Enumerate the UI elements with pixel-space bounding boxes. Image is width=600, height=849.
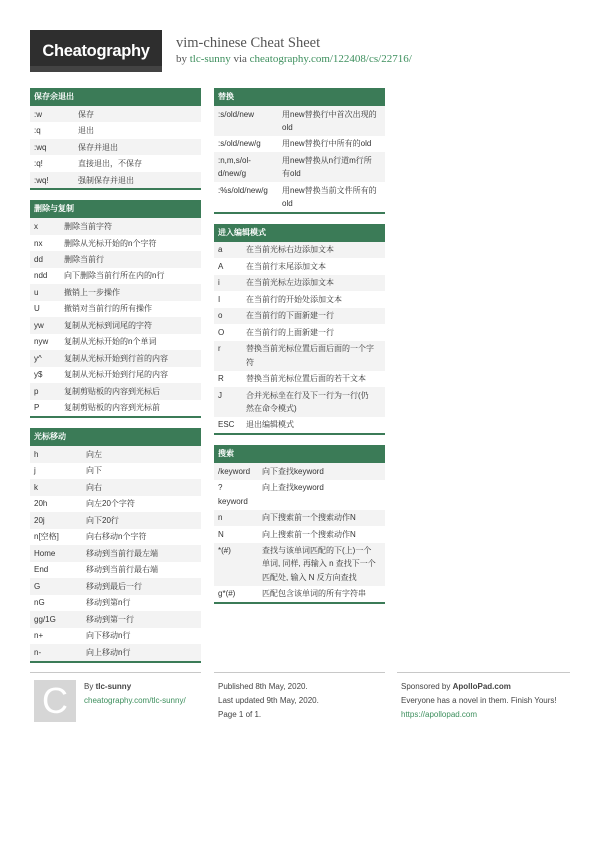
command-key: h (34, 449, 39, 459)
table-row (214, 152, 385, 182)
middle-column (214, 88, 385, 614)
table-row (30, 383, 201, 399)
command-key: G (34, 581, 41, 591)
command-key: N (218, 529, 224, 539)
table-row (30, 106, 201, 122)
table-row (214, 371, 385, 387)
sponsor-url-link[interactable]: https://apollopad.com (401, 710, 478, 719)
table-row (30, 628, 201, 644)
command-key: Home (34, 548, 56, 558)
command-description: 退出编辑模式 (246, 420, 294, 430)
table-row (214, 242, 385, 258)
table-row (214, 136, 385, 152)
command-description: 用new替换行中首次出现的old (282, 109, 377, 132)
command-key: :q (34, 126, 41, 136)
command-key: j (34, 466, 36, 476)
command-description: 在当前光标左边添加文本 (246, 278, 334, 288)
command-description: 保存 (78, 109, 94, 119)
command-key: I (218, 294, 221, 304)
command-key: nyw (34, 337, 49, 347)
table-row (30, 122, 201, 138)
command-description: 移动到最后一行 (86, 581, 142, 591)
command-key: ? keyword (218, 483, 248, 506)
command-description: 移动到当前行最右端 (86, 565, 158, 575)
table-row (30, 578, 201, 594)
command-key: :w (34, 109, 42, 119)
command-description: 在当前行的开始处添加文本 (246, 294, 342, 304)
section-rows (30, 218, 201, 416)
footer-dates (214, 672, 385, 737)
updated-date: Last updated 9th May, 2020. (218, 696, 319, 705)
command-key: R (218, 374, 224, 384)
command-description: 移动到第一行 (86, 614, 134, 624)
command-description: 移动到当前行最左端 (86, 548, 158, 558)
command-description: 直接退出，不保存 (78, 159, 142, 169)
author-line (84, 680, 186, 694)
sponsor-info (401, 680, 569, 722)
table-row (30, 235, 201, 251)
command-key: u (34, 287, 39, 297)
footer-author (30, 672, 201, 737)
command-description: 删除当前行 (64, 254, 104, 264)
byline (176, 53, 412, 65)
insert-mode-section (214, 224, 385, 435)
command-description: 查找与该单词匹配的下(上)一个单词, 同样, 再输入 n 查找下一个匹配处, 输入 N 反方向查找 (262, 546, 376, 582)
command-description: 向下搜索前一个搜索动作N (262, 513, 356, 523)
sponsor-text: Everyone has a novel in them. Finish Yours! (401, 696, 557, 705)
table-row (214, 543, 385, 586)
table-row (30, 139, 201, 155)
command-key: :s/old/new/g (218, 139, 261, 149)
command-description: 匹配包含该单词的所有字符串 (262, 589, 366, 599)
section-title: 搜索 (214, 445, 385, 463)
command-description: 向下移动n行 (86, 631, 131, 641)
command-key: k (34, 482, 38, 492)
table-row (214, 324, 385, 340)
command-description: 替换当前光标位置后面的若干文本 (246, 374, 366, 384)
via-label: via (233, 53, 247, 65)
command-description: 向上移动n行 (86, 647, 131, 657)
command-key: n[空格] (34, 532, 59, 542)
table-row (30, 367, 201, 383)
table-row (30, 155, 201, 171)
command-key: 20h (34, 499, 48, 509)
command-description: 向右 (86, 482, 102, 492)
section-rows (30, 106, 201, 188)
left-column (30, 88, 201, 673)
author-profile-link[interactable]: cheatography.com/tlc-sunny/ (84, 696, 186, 705)
section-title: 保存余退出 (30, 88, 201, 106)
table-row (30, 644, 201, 660)
sponsor-name: ApolloPad.com (452, 682, 511, 691)
command-description: 向上查找keyword (262, 483, 324, 493)
cheatography-logo[interactable] (30, 30, 162, 72)
author-name: tlc-sunny (95, 682, 132, 691)
table-row (214, 106, 385, 136)
command-key: :s/old/new (218, 109, 255, 119)
command-description: 在当前行的下面新建一行 (246, 311, 334, 321)
command-key: P (34, 403, 40, 413)
logo-text: Cheatography (42, 42, 150, 60)
command-description: 移动到第n行 (86, 598, 131, 608)
command-description: 复制从光标开始的n个单词 (64, 337, 157, 347)
sheet-url-link[interactable]: cheatography.com/122408/cs/22716/ (249, 53, 412, 65)
command-description: 保存并退出 (78, 142, 118, 152)
command-key: gg/1G (34, 614, 56, 624)
command-key: nG (34, 598, 45, 608)
table-row (30, 611, 201, 627)
command-key: :wq! (34, 175, 49, 185)
command-key: A (218, 261, 224, 271)
by-label: By (84, 682, 94, 691)
command-key: 20j (34, 515, 45, 525)
command-key: n+ (34, 631, 44, 641)
command-description: 向下20行 (86, 515, 119, 525)
page-count: Page 1 of 1. (218, 710, 262, 719)
command-description: 删除当前字符 (64, 222, 112, 232)
command-description: 撤销上一步操作 (64, 287, 120, 297)
command-description: 复制从光标到词尾的字符 (64, 320, 152, 330)
table-row (30, 595, 201, 611)
table-row (30, 562, 201, 578)
table-row (214, 275, 385, 291)
command-key: n (218, 513, 223, 523)
table-row (30, 446, 201, 462)
table-row (30, 512, 201, 528)
command-description: 退出 (78, 126, 94, 136)
command-description: 向下删除当前行所在内的n行 (64, 271, 165, 281)
table-row (30, 317, 201, 333)
command-key: y$ (34, 370, 43, 380)
command-key: :q! (34, 159, 43, 169)
section-title: 光标移动 (30, 428, 201, 446)
table-row (30, 529, 201, 545)
table-row (214, 510, 385, 526)
command-description: 向下查找keyword (262, 466, 324, 476)
command-description: 用new替换当前文件所有的old (282, 185, 377, 208)
section-title: 删除与复制 (30, 200, 201, 218)
table-row (30, 172, 201, 188)
sponsor-label: Sponsored by (401, 682, 451, 691)
table-row (214, 480, 385, 510)
table-row (214, 586, 385, 602)
command-key: /keyword (218, 466, 251, 476)
command-key: dd (34, 254, 43, 264)
command-key: o (218, 311, 223, 321)
command-key: nx (34, 238, 43, 248)
author-info (84, 680, 186, 708)
command-description: 复制剪贴板的内容到光标前 (64, 403, 160, 413)
table-row (30, 463, 201, 479)
author-link[interactable]: tlc-sunny (189, 53, 231, 65)
command-description: 向左20个字符 (86, 499, 135, 509)
command-description: 删除从光标开始的n个字符 (64, 238, 157, 248)
command-key: J (218, 390, 222, 400)
command-key: *(#) (218, 546, 231, 556)
table-row (30, 545, 201, 561)
command-description: 复制从光标开始到行首的内容 (64, 353, 168, 363)
command-key: y^ (34, 353, 42, 363)
table-row (214, 463, 385, 479)
table-row (30, 334, 201, 350)
search-section (214, 445, 385, 604)
command-description: 在当前光标右边添加文本 (246, 245, 334, 255)
section-rows (30, 446, 201, 660)
table-row (214, 182, 385, 212)
command-description: 合并光标坐在行及下一行为一行(仍然在命令模式) (246, 390, 369, 413)
command-key: n- (34, 647, 42, 657)
table-row (214, 308, 385, 324)
command-key: i (218, 278, 220, 288)
section-rows (214, 463, 385, 602)
command-key: :%s/old/new/g (218, 185, 268, 195)
command-description: 强制保存并退出 (78, 175, 134, 185)
footer-sponsor (397, 672, 570, 737)
command-key: :n,m,s/ol- d/new/g (218, 155, 251, 179)
command-key: x (34, 222, 38, 232)
section-title: 替换 (214, 88, 385, 106)
command-key: O (218, 327, 225, 337)
page-title: vim-chinese Cheat Sheet (176, 35, 321, 51)
command-description: 用new替换行中所有的old (282, 139, 372, 149)
table-row (30, 218, 201, 234)
command-key: U (34, 304, 40, 314)
command-description: 复制剪贴板的内容到光标后 (64, 386, 160, 396)
command-description: 替换当前光标位置后面后面的一个字符 (246, 344, 374, 367)
command-description: 撤销对当前行的所有操作 (64, 304, 152, 314)
section-rows (214, 242, 385, 433)
section-rows (214, 106, 385, 212)
command-key: ESC (218, 420, 235, 430)
command-key: g*(#) (218, 589, 236, 599)
table-row (214, 341, 385, 371)
table-row (30, 350, 201, 366)
command-description: 在当前行的上面新建一行 (246, 327, 334, 337)
command-key: ndd (34, 271, 48, 281)
table-row (214, 526, 385, 542)
command-key: a (218, 245, 223, 255)
section-title: 进入编辑模式 (214, 224, 385, 242)
table-row (30, 400, 201, 416)
cursor-move-section (30, 428, 201, 662)
command-description: 向左 (86, 449, 102, 459)
command-description: 向上搜索前一个搜索动作N (262, 529, 356, 539)
table-row (30, 284, 201, 300)
published-date: Published 8th May, 2020. (218, 682, 308, 691)
command-key: End (34, 565, 49, 575)
replace-section (214, 88, 385, 214)
table-row (214, 387, 385, 417)
table-row (30, 251, 201, 267)
delete-copy-section (30, 200, 201, 418)
command-key: yw (34, 320, 44, 330)
command-key: r (218, 344, 221, 354)
table-row (30, 479, 201, 495)
sponsor-line (401, 680, 569, 694)
avatar: C (34, 680, 76, 722)
command-description: 向右移动n个字符 (86, 532, 147, 542)
table-row (214, 258, 385, 274)
table-row (30, 496, 201, 512)
command-description: 用new替换从n行道m行所有old (282, 155, 372, 179)
table-row (30, 301, 201, 317)
dates-info (218, 680, 319, 722)
command-key: :wq (34, 142, 47, 152)
table-row (214, 291, 385, 307)
by-label: by (176, 53, 187, 65)
save-quit-section (30, 88, 201, 190)
command-description: 在当前行末尾添加文本 (246, 261, 326, 271)
command-description: 复制从光标开始到行尾的内容 (64, 370, 168, 380)
table-row (30, 268, 201, 284)
table-row (214, 417, 385, 433)
command-description: 向下 (86, 466, 102, 476)
command-key: p (34, 386, 39, 396)
